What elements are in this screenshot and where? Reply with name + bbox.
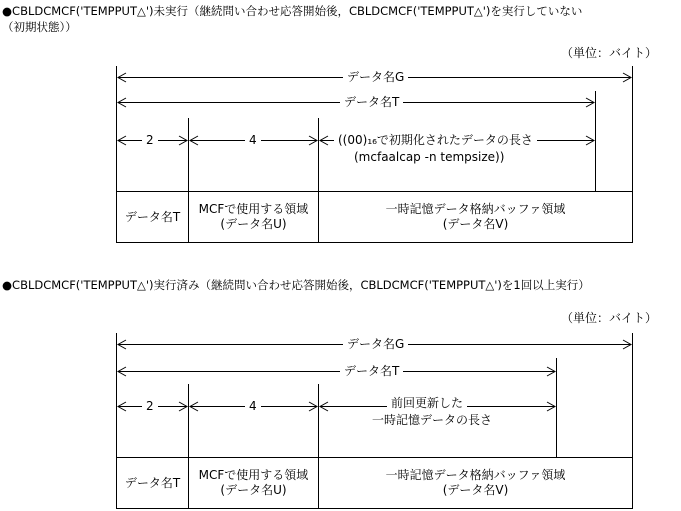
s1-cell-data-t-text: データ名T — [124, 209, 181, 224]
s2-cell-mcf-area-title: MCFで使用する領域 — [198, 468, 309, 482]
s1-cell-buffer-area — [319, 192, 632, 242]
s2-cell-buffer-area-title: 一時記憶データ格納バッファ領域 — [385, 468, 566, 482]
s2-label-t: データ名T — [340, 364, 403, 378]
s1-cell-mcf-area-sub: (データ名U) — [220, 217, 287, 231]
s1-cell-mcf-area — [189, 192, 318, 242]
s2-cell-data-t-text: データ名T — [124, 475, 181, 490]
s1-label-var-cont: (mcfaalcap -n tempsize)) — [354, 150, 505, 164]
s2-cell-mcf-area-sub: (データ名U) — [220, 483, 287, 497]
s2-cell-data-t — [117, 458, 188, 508]
section1-heading: ●CBLDCMCF('TEMPPUT△')未実行（継続問い合わせ応答開始後，CBLDCMCF('TEMPPUT△')を実行していない — [2, 4, 583, 18]
section1-unit-label: （単位：バイト） — [561, 46, 658, 60]
s1-label-g: データ名G — [343, 70, 408, 84]
s2-label-g: データ名G — [343, 337, 408, 351]
s1-cell-buffer-area-sub: (データ名V) — [442, 217, 509, 231]
s2-cell-buffer-area-sub: (データ名V) — [442, 483, 509, 497]
section1-heading-cont: （初期状態）） — [2, 20, 77, 34]
s2-label-4: 4 — [245, 399, 261, 413]
s2-label-var: 前回更新した — [387, 396, 467, 410]
s1-label-2: 2 — [142, 133, 158, 147]
s2-label-var-cont: 一時記憶データの長さ — [372, 413, 493, 427]
s1-label-4: 4 — [245, 133, 261, 147]
s2-cell-mcf-area — [189, 458, 318, 508]
s2-label-2: 2 — [142, 399, 158, 413]
s2-cell-buffer-area — [319, 458, 632, 508]
s1-label-var: ((00)₁₆で初期化されたデータの長さ — [334, 133, 537, 147]
s1-cell-data-t — [117, 192, 188, 242]
section2-unit-label: （単位：バイト） — [561, 311, 658, 325]
section2-heading: ●CBLDCMCF('TEMPPUT△')実行済み（継続問い合わせ応答開始後，CBLDCMCF('TEMPPUT△')を1回以上実行） — [2, 278, 590, 292]
s1-label-t: データ名T — [340, 95, 403, 109]
s1-cell-mcf-area-title: MCFで使用する領域 — [198, 202, 309, 216]
s1-cell-buffer-area-title: 一時記憶データ格納バッファ領域 — [385, 202, 566, 216]
